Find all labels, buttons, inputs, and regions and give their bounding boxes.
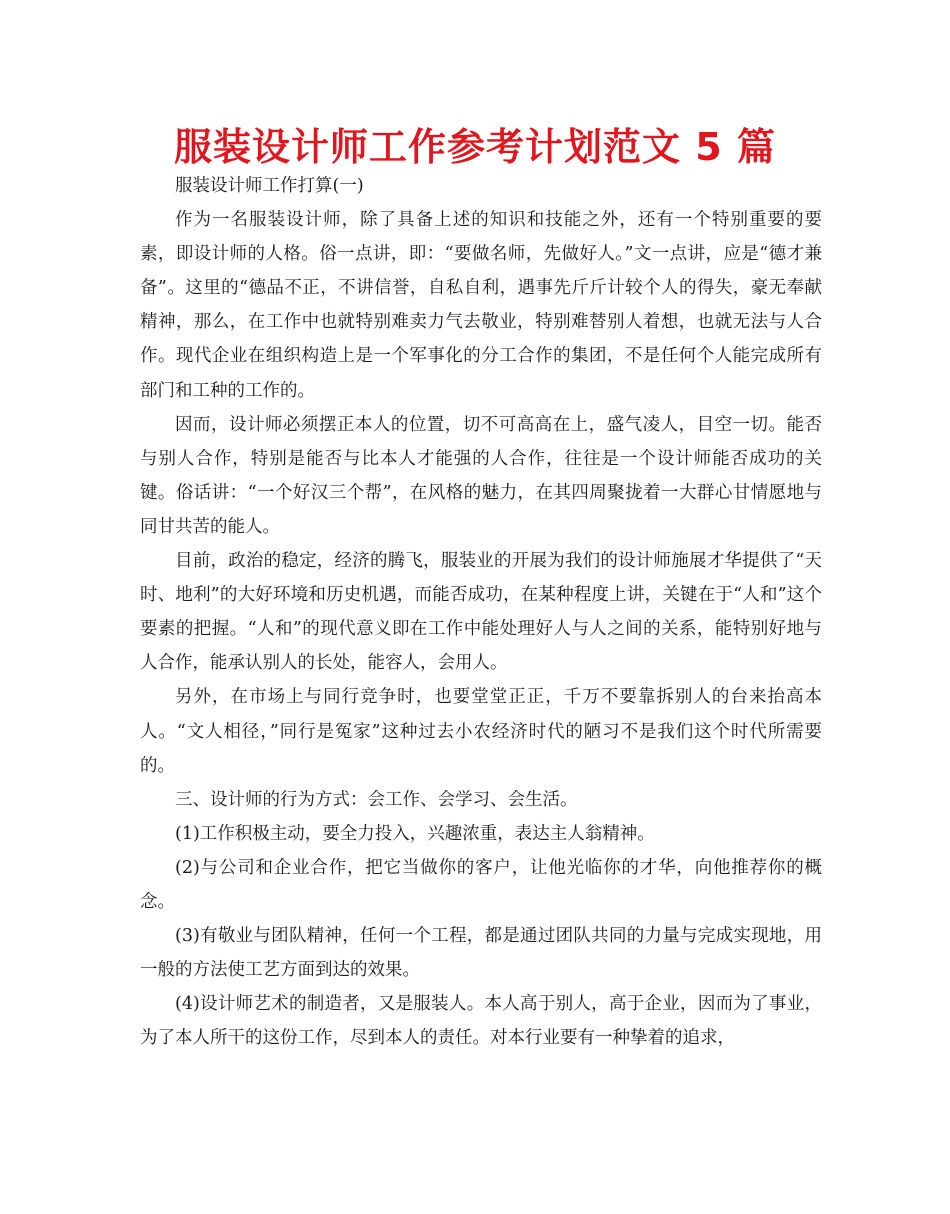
list-item: (2)与公司和企业合作，把它当做你的客户，让他光临你的才华，向他推荐你的概念。 bbox=[140, 857, 822, 912]
document-title: 服装设计师工作参考计划范文 5 篇 bbox=[174, 125, 776, 169]
paragraph: 因而，设计师必须摆正本人的位置，切不可高高在上，盛气凌人，目空一切。能否与别人合作，特别是能否与比本人才能强的人合作，往往是一个设计师能否成功的关键。俗话讲：“一个好汉三个帮”，在风格的魅力，在其四周聚拢着一大群心甘情愿地与同甘共苦的能人。 bbox=[140, 414, 822, 537]
subsection-heading: 三、设计师的行为方式：会工作、会学习、会生活。 bbox=[175, 789, 578, 810]
section-heading: 服装设计师工作打算(一) bbox=[175, 176, 364, 196]
paragraph: 目前，政治的稳定，经济的腾飞，服装业的开展为我们的设计师施展才华提供了“天时、地利”的大好环境和历史机遇，而能否成功，在某种程度上讲，关键在于“人和”这个要素的把握。“人和”的现代意义即在工作中能处理好人与人之间的关系，能特别好地与人合作，能承认别人的长处，能容人，会用人。 bbox=[140, 551, 822, 674]
paragraph: 另外，在市场上与同行竞争时，也要堂堂正正，千万不要靠拆别人的台来抬高本人。“文人相径，”同行是冤家”这种过去小农经济时代的陋习不是我们这个时代所需要的。 bbox=[140, 687, 822, 776]
list-item: (4)设计师艺术的制造者，又是服装人。本人高于别人，高于企业，因而为了事业，为了本人所干的这份工作，尽到本人的责任。对本行业要有一种挚着的追求， bbox=[140, 994, 822, 1049]
list-item: (1)工作积极主动，要全力投入，兴趣浓重，表达主人翁精神。 bbox=[175, 823, 655, 844]
document-body bbox=[140, 169, 822, 1055]
paragraph: 作为一名服装设计师，除了具备上述的知识和技能之外，还有一个特别重要的要素，即设计师的人格。俗一点讲，即：“要做名师，先做好人。”文一点讲，应是“德才兼备”。这里的“德品不正，不讲信誉，自私自利，遇事先斤斤计较个人的得失，豪无奉献精神，那么，在工作中也就特别难卖力气去敬业，特别难替别人着想，也就无法与人合作。现代企业在组织构造上是一个军事化的分工合作的集团，不是任何个人能完成所有部门和工种的工作的。 bbox=[140, 210, 822, 401]
list-item: (3)有敬业与团队精神，任何一个工程，都是通过团队共同的力量与完成实现地，用一般的方法使工艺方面到达的效果。 bbox=[140, 926, 822, 981]
